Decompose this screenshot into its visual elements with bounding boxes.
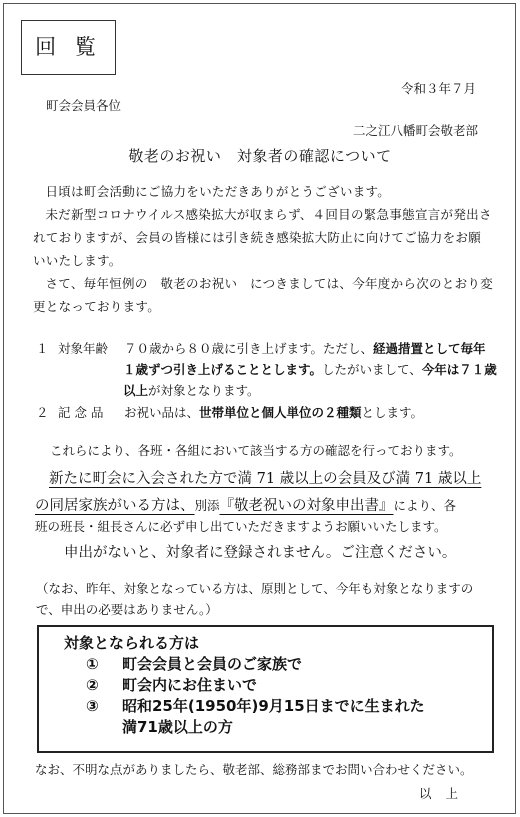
eligibility-condition-2: [64, 675, 492, 696]
item-1-bold-a: 経過措置として毎年: [373, 341, 486, 356]
item-2-bold: 世帯単位と個人単位の２種類: [199, 405, 362, 420]
body-paragraph-2-line-2: [35, 494, 456, 518]
eligibility-heading: 対象となられる方は: [64, 634, 200, 652]
issue-date: 令和３年７月: [400, 81, 476, 96]
item-2-label: 記 念 品: [58, 405, 104, 420]
body-paragraph-2-line-1: [49, 467, 481, 491]
item-1-label: 対象年齢: [58, 341, 109, 356]
item-1-number: １: [36, 341, 49, 356]
intro-paragraph: [33, 180, 493, 318]
registration-warning: 申出がないと、対象者に登録されません。ご注意ください。: [64, 545, 457, 561]
item-2-number: ２: [36, 405, 49, 420]
eligibility-condition-3: [64, 696, 492, 717]
condition-1-text: 町会会員と会員のご家族で: [122, 655, 303, 673]
eligibility-condition-3-cont: 満71歳以上の方: [122, 718, 233, 736]
body-paragraph-2-tail-b: 班の班長・組長さんに必ず申し出ていただきますようお願いいたします。: [35, 519, 447, 534]
item-1-line-3: [123, 380, 260, 401]
condition-3-text-a: 昭和25年(1950年)9月15日までに生まれた: [122, 697, 425, 715]
new-member-notice-a: 新たに町会に入会された方で満 71 歳以上の会員及び満 71 歳以上: [49, 471, 482, 487]
closing-word: 以上: [418, 786, 472, 801]
condition-3-number: ③: [86, 697, 99, 715]
application-form-name: 『敬老祝いの対象申出書』: [219, 498, 394, 514]
item-1-line-2: [123, 359, 497, 380]
condition-1-number: ①: [86, 655, 99, 673]
note-paragraph: （なお、昨年、対象となっている方は、原則として、今年も対象となりますので、申出の必要はありません。）: [36, 581, 474, 617]
item-1-text-c: が対象となります。: [148, 383, 260, 398]
intro-line-2: 未だ新型コロナウイルス感染拡大が収まらず、４回目の緊急事態宣言が発出されておりますが、会員の皆様には引き続き感染拡大防止に向けてご協力をお願いいたします。: [33, 207, 492, 268]
document-title: 敬老のお祝い 対象者の確認について: [128, 147, 392, 165]
eligibility-condition-1: [64, 654, 492, 675]
circulation-stamp: 回 覧: [21, 20, 116, 75]
intro-line-3: さて、毎年恒例の 敬老のお祝い につきましては、今年度から次のとおり変更となっております。: [33, 276, 494, 314]
item-1-bold-d: 以上: [123, 383, 149, 398]
sender: 二之江八幡町会敬老部: [352, 123, 478, 138]
eligibility-box: [37, 625, 494, 753]
item-1-text-b: したがいまして、: [322, 362, 422, 377]
condition-2-text: 町会内にお住まいで: [122, 676, 258, 694]
body-paragraph-2-tail-a: により、各: [393, 498, 457, 513]
item-1: [36, 338, 496, 359]
new-member-notice-b: の同居家族がいる方は、: [35, 498, 195, 514]
condition-2-number: ②: [86, 676, 99, 694]
item-1-bold-b: １歳ずつ引き上げることとします。: [123, 362, 323, 377]
intro-line-1: 日頃は町会活動にご協力をいただきありがとうございます。: [45, 184, 391, 199]
attachment-prefix: 別添: [194, 498, 220, 513]
contact-note: なお、不明な点がありましたら、敬老部、総務部までお問い合わせください。: [35, 762, 473, 777]
item-1-bold-c: 今年は７１歳: [421, 362, 497, 377]
body-paragraph-1: これらにより、各班・各組において該当する方の確認を行っております。: [50, 443, 462, 458]
item-1-text-a: ７０歳から８０歳に引き上げます。ただし、: [124, 341, 374, 356]
addressee: 町会会員各位: [46, 98, 122, 113]
item-2-text-b: とします。: [361, 405, 424, 420]
item-2-text-a: お祝い品は、: [124, 405, 200, 420]
item-2: [36, 402, 423, 423]
